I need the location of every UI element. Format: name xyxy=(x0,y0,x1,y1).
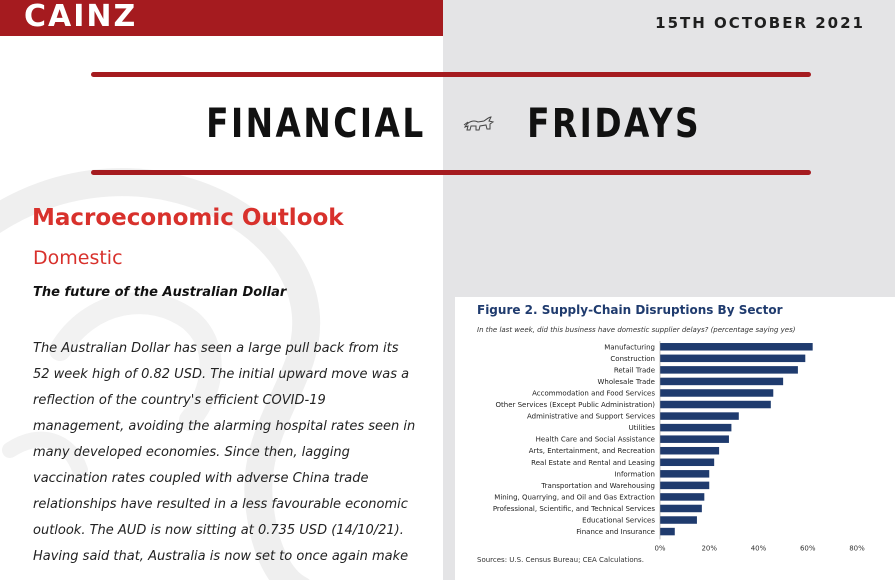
category-label: Arts, Entertainment, and Recreation xyxy=(528,447,655,456)
title-rule-bottom xyxy=(91,170,811,175)
bar xyxy=(660,516,697,524)
x-tick-label: 20% xyxy=(701,544,718,553)
category-label: Information xyxy=(614,470,655,479)
bar xyxy=(660,389,773,397)
category-label: Accommodation and Food Services xyxy=(532,389,655,398)
article-body xyxy=(33,336,416,570)
body-line: Having said that, Australia is now set to once again make xyxy=(33,549,409,564)
bar xyxy=(660,435,729,443)
cainz-logo: CAINZ xyxy=(24,0,138,34)
bar xyxy=(660,343,813,351)
figure-question: In the last week, did this business have domestic supplier delays? (percentage saying yes) xyxy=(477,326,796,334)
bar xyxy=(660,447,719,455)
category-label: Utilities xyxy=(628,424,655,433)
body-line: The Australian Dollar has seen a large pull back from its xyxy=(33,341,399,356)
subheading: Domestic xyxy=(33,247,123,269)
topic-heading: The future of the Australian Dollar xyxy=(33,285,287,300)
bull-icon xyxy=(462,113,496,135)
bar xyxy=(660,366,798,374)
body-line: outlook. The AUD is now sitting at 0.735 USD (14/10/21). xyxy=(33,523,404,538)
bar xyxy=(660,355,805,363)
title-rule-top xyxy=(91,72,811,77)
category-label: Construction xyxy=(610,354,655,363)
bar xyxy=(660,401,771,409)
category-label: Wholesale Trade xyxy=(597,377,655,386)
issue-date: 15TH OCTOBER 2021 xyxy=(655,14,865,32)
category-label: Administrative and Support Services xyxy=(527,412,655,421)
section-heading: Macroeconomic Outlook xyxy=(32,205,344,231)
bar xyxy=(660,505,702,512)
newsletter-title xyxy=(91,96,811,152)
category-label: Retail Trade xyxy=(613,366,655,375)
x-tick-label: 0% xyxy=(654,544,666,553)
x-tick-label: 80% xyxy=(849,544,865,553)
category-label: Health Care and Social Assistance xyxy=(535,435,655,444)
bar xyxy=(660,528,675,536)
bar xyxy=(660,482,709,490)
bar xyxy=(660,378,783,386)
category-label: Other Services (Except Public Administration) xyxy=(495,401,655,410)
x-tick-label: 60% xyxy=(799,544,816,553)
category-label: Professional, Scientific, and Technical Services xyxy=(492,504,655,513)
bar xyxy=(660,459,714,467)
body-line: 52 week high of 0.82 USD. The initial upward move was a xyxy=(33,367,410,382)
category-label: Transportation and Warehousing xyxy=(541,481,655,490)
body-line: many developed economies. Since then, lagging xyxy=(33,445,350,460)
x-tick-label: 40% xyxy=(750,544,767,553)
category-label: Mining, Quarrying, and Oil and Gas Extraction xyxy=(494,493,655,502)
category-label: Real Estate and Rental and Leasing xyxy=(531,458,655,467)
brand-header-bar xyxy=(0,0,443,36)
body-line: reflection of the country's efficient COVID-19 xyxy=(33,393,326,408)
bar xyxy=(660,412,739,420)
bar-chart xyxy=(455,297,895,580)
category-label: Educational Services xyxy=(582,516,655,525)
title-word-left: FINANCIAL xyxy=(206,101,426,147)
title-word-right: FRIDAYS xyxy=(526,101,701,147)
category-label: Manufacturing xyxy=(604,343,655,352)
figure-title: Figure 2. Supply-Chain Disruptions By Sector xyxy=(477,303,783,317)
bar xyxy=(660,424,731,432)
bar xyxy=(660,470,709,478)
body-line: vaccination rates coupled with adverse China trade xyxy=(33,471,369,486)
figure-source: Sources: U.S. Census Bureau; CEA Calculations. xyxy=(477,556,644,564)
supply-chain-figure xyxy=(455,297,895,580)
body-line: relationships have resulted in a less favourable economic xyxy=(33,497,408,512)
category-label: Finance and Insurance xyxy=(576,528,655,537)
body-line: management, avoiding the alarming hospital rates seen in xyxy=(33,419,416,434)
bar xyxy=(660,493,704,501)
